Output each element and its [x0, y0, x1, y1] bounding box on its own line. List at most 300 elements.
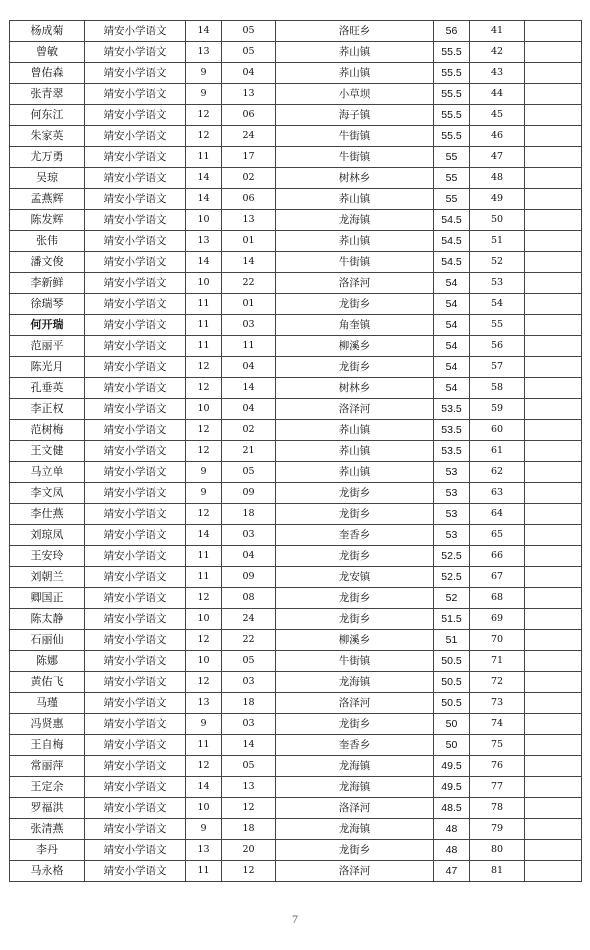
class-number-cell: 12 — [186, 105, 222, 126]
table-row — [10, 525, 582, 546]
score-cell: 52 — [434, 588, 470, 609]
name-cell: 常丽萍 — [10, 756, 85, 777]
score-cell: 53 — [434, 525, 470, 546]
name-cell: 孔垂英 — [10, 378, 85, 399]
seat-number-cell: 01 — [222, 231, 276, 252]
name-cell: 曾敏 — [10, 42, 85, 63]
name-cell: 石丽仙 — [10, 630, 85, 651]
name-cell: 王文健 — [10, 441, 85, 462]
rank-cell: 46 — [470, 126, 525, 147]
subject-cell: 靖安小学语文 — [85, 231, 186, 252]
name-cell: 尤万勇 — [10, 147, 85, 168]
name-cell: 罗福洪 — [10, 798, 85, 819]
class-number-cell: 11 — [186, 336, 222, 357]
subject-cell: 靖安小学语文 — [85, 714, 186, 735]
table-row — [10, 126, 582, 147]
class-number-cell: 12 — [186, 504, 222, 525]
rank-cell: 44 — [470, 84, 525, 105]
subject-cell: 靖安小学语文 — [85, 546, 186, 567]
name-cell: 张青翠 — [10, 84, 85, 105]
class-number-cell: 9 — [186, 483, 222, 504]
note-cell — [525, 798, 582, 819]
town-cell: 树林乡 — [276, 378, 434, 399]
rank-cell: 48 — [470, 168, 525, 189]
class-number-cell: 10 — [186, 651, 222, 672]
town-cell: 龙海镇 — [276, 756, 434, 777]
class-number-cell: 10 — [186, 609, 222, 630]
note-cell — [525, 294, 582, 315]
note-cell — [525, 63, 582, 84]
table-row — [10, 357, 582, 378]
seat-number-cell: 18 — [222, 693, 276, 714]
rank-cell: 54 — [470, 294, 525, 315]
name-cell: 孟燕辉 — [10, 189, 85, 210]
rank-cell: 45 — [470, 105, 525, 126]
note-cell — [525, 588, 582, 609]
score-cell: 50.5 — [434, 651, 470, 672]
class-number-cell: 9 — [186, 714, 222, 735]
seat-number-cell: 24 — [222, 126, 276, 147]
note-cell — [525, 756, 582, 777]
rank-cell: 64 — [470, 504, 525, 525]
seat-number-cell: 04 — [222, 357, 276, 378]
town-cell: 荞山镇 — [276, 189, 434, 210]
seat-number-cell: 04 — [222, 546, 276, 567]
town-cell: 奎香乡 — [276, 525, 434, 546]
note-cell — [525, 147, 582, 168]
seat-number-cell: 03 — [222, 525, 276, 546]
name-cell: 张伟 — [10, 231, 85, 252]
subject-cell: 靖安小学语文 — [85, 693, 186, 714]
subject-cell: 靖安小学语文 — [85, 798, 186, 819]
score-cell: 50 — [434, 735, 470, 756]
class-number-cell: 11 — [186, 735, 222, 756]
name-cell: 朱家英 — [10, 126, 85, 147]
subject-cell: 靖安小学语文 — [85, 588, 186, 609]
class-number-cell: 9 — [186, 63, 222, 84]
name-cell: 刘琼凤 — [10, 525, 85, 546]
seat-number-cell: 22 — [222, 273, 276, 294]
rank-cell: 47 — [470, 147, 525, 168]
seat-number-cell: 05 — [222, 651, 276, 672]
class-number-cell: 12 — [186, 378, 222, 399]
seat-number-cell: 01 — [222, 294, 276, 315]
table-row — [10, 294, 582, 315]
subject-cell: 靖安小学语文 — [85, 651, 186, 672]
table-row — [10, 378, 582, 399]
seat-number-cell: 12 — [222, 798, 276, 819]
town-cell: 洛旺乡 — [276, 21, 434, 42]
table-row — [10, 609, 582, 630]
score-cell: 48 — [434, 840, 470, 861]
rank-cell: 42 — [470, 42, 525, 63]
score-cell: 54 — [434, 336, 470, 357]
table-row — [10, 861, 582, 882]
note-cell — [525, 483, 582, 504]
subject-cell: 靖安小学语文 — [85, 105, 186, 126]
town-cell: 龙街乡 — [276, 840, 434, 861]
town-cell: 柳溪乡 — [276, 630, 434, 651]
town-cell: 龙街乡 — [276, 609, 434, 630]
table-row — [10, 105, 582, 126]
subject-cell: 靖安小学语文 — [85, 441, 186, 462]
seat-number-cell: 03 — [222, 315, 276, 336]
note-cell — [525, 693, 582, 714]
note-cell — [525, 651, 582, 672]
name-cell: 李仕燕 — [10, 504, 85, 525]
note-cell — [525, 252, 582, 273]
class-number-cell: 13 — [186, 693, 222, 714]
score-cell: 50 — [434, 714, 470, 735]
class-number-cell: 12 — [186, 756, 222, 777]
table-row — [10, 315, 582, 336]
name-cell: 马立单 — [10, 462, 85, 483]
town-cell: 树林乡 — [276, 168, 434, 189]
class-number-cell: 12 — [186, 441, 222, 462]
seat-number-cell: 09 — [222, 567, 276, 588]
town-cell: 龙街乡 — [276, 504, 434, 525]
name-cell: 李丹 — [10, 840, 85, 861]
table-row — [10, 147, 582, 168]
rank-cell: 76 — [470, 756, 525, 777]
rank-cell: 69 — [470, 609, 525, 630]
town-cell: 牛街镇 — [276, 147, 434, 168]
note-cell — [525, 525, 582, 546]
seat-number-cell: 18 — [222, 819, 276, 840]
class-number-cell: 12 — [186, 672, 222, 693]
rank-cell: 67 — [470, 567, 525, 588]
seat-number-cell: 20 — [222, 840, 276, 861]
subject-cell: 靖安小学语文 — [85, 462, 186, 483]
score-cell: 55.5 — [434, 63, 470, 84]
table-row — [10, 63, 582, 84]
subject-cell: 靖安小学语文 — [85, 777, 186, 798]
seat-number-cell: 06 — [222, 189, 276, 210]
note-cell — [525, 42, 582, 63]
subject-cell: 靖安小学语文 — [85, 273, 186, 294]
subject-cell: 靖安小学语文 — [85, 630, 186, 651]
town-cell: 洛泽河 — [276, 273, 434, 294]
town-cell: 荞山镇 — [276, 462, 434, 483]
table-row — [10, 210, 582, 231]
seat-number-cell: 12 — [222, 861, 276, 882]
subject-cell: 靖安小学语文 — [85, 672, 186, 693]
town-cell: 龙海镇 — [276, 672, 434, 693]
name-cell: 范树梅 — [10, 420, 85, 441]
seat-number-cell: 21 — [222, 441, 276, 462]
town-cell: 龙街乡 — [276, 546, 434, 567]
score-cell: 52.5 — [434, 546, 470, 567]
score-cell: 52.5 — [434, 567, 470, 588]
class-number-cell: 10 — [186, 273, 222, 294]
class-number-cell: 9 — [186, 84, 222, 105]
name-cell: 曾佑森 — [10, 63, 85, 84]
class-number-cell: 14 — [186, 777, 222, 798]
name-cell: 陈发辉 — [10, 210, 85, 231]
score-cell: 54 — [434, 273, 470, 294]
rank-cell: 66 — [470, 546, 525, 567]
table-row — [10, 630, 582, 651]
rank-cell: 43 — [470, 63, 525, 84]
town-cell: 龙海镇 — [276, 819, 434, 840]
seat-number-cell: 08 — [222, 588, 276, 609]
score-cell: 54 — [434, 378, 470, 399]
note-cell — [525, 462, 582, 483]
subject-cell: 靖安小学语文 — [85, 756, 186, 777]
rank-cell: 60 — [470, 420, 525, 441]
results-table — [9, 20, 582, 882]
seat-number-cell: 14 — [222, 378, 276, 399]
seat-number-cell: 04 — [222, 63, 276, 84]
seat-number-cell: 17 — [222, 147, 276, 168]
score-cell: 47 — [434, 861, 470, 882]
score-cell: 55.5 — [434, 84, 470, 105]
subject-cell: 靖安小学语文 — [85, 609, 186, 630]
town-cell: 龙街乡 — [276, 714, 434, 735]
town-cell: 牛街镇 — [276, 126, 434, 147]
note-cell — [525, 819, 582, 840]
subject-cell: 靖安小学语文 — [85, 420, 186, 441]
name-cell: 冯贤惠 — [10, 714, 85, 735]
subject-cell: 靖安小学语文 — [85, 735, 186, 756]
score-cell: 53.5 — [434, 420, 470, 441]
rank-cell: 80 — [470, 840, 525, 861]
town-cell: 洛泽河 — [276, 693, 434, 714]
rank-cell: 71 — [470, 651, 525, 672]
subject-cell: 靖安小学语文 — [85, 357, 186, 378]
town-cell: 柳溪乡 — [276, 336, 434, 357]
score-cell: 51.5 — [434, 609, 470, 630]
class-number-cell: 12 — [186, 126, 222, 147]
note-cell — [525, 378, 582, 399]
seat-number-cell: 11 — [222, 336, 276, 357]
seat-number-cell: 24 — [222, 609, 276, 630]
note-cell — [525, 441, 582, 462]
name-cell: 吴琼 — [10, 168, 85, 189]
class-number-cell: 13 — [186, 42, 222, 63]
class-number-cell: 14 — [186, 168, 222, 189]
class-number-cell: 13 — [186, 840, 222, 861]
rank-cell: 51 — [470, 231, 525, 252]
seat-number-cell: 06 — [222, 105, 276, 126]
score-cell: 48.5 — [434, 798, 470, 819]
name-cell: 陈太静 — [10, 609, 85, 630]
name-cell: 范丽平 — [10, 336, 85, 357]
class-number-cell: 11 — [186, 567, 222, 588]
seat-number-cell: 14 — [222, 252, 276, 273]
subject-cell: 靖安小学语文 — [85, 126, 186, 147]
town-cell: 荞山镇 — [276, 231, 434, 252]
name-cell: 李正权 — [10, 399, 85, 420]
note-cell — [525, 105, 582, 126]
note-cell — [525, 126, 582, 147]
note-cell — [525, 630, 582, 651]
note-cell — [525, 210, 582, 231]
table-row — [10, 819, 582, 840]
name-cell: 何东江 — [10, 105, 85, 126]
table-row — [10, 483, 582, 504]
name-cell: 刘朝兰 — [10, 567, 85, 588]
score-cell: 50.5 — [434, 672, 470, 693]
score-cell: 55.5 — [434, 126, 470, 147]
note-cell — [525, 861, 582, 882]
table-row — [10, 840, 582, 861]
score-cell: 49.5 — [434, 756, 470, 777]
rank-cell: 56 — [470, 336, 525, 357]
class-number-cell: 14 — [186, 189, 222, 210]
rank-cell: 58 — [470, 378, 525, 399]
note-cell — [525, 672, 582, 693]
subject-cell: 靖安小学语文 — [85, 315, 186, 336]
table-row — [10, 420, 582, 441]
rank-cell: 57 — [470, 357, 525, 378]
seat-number-cell: 02 — [222, 168, 276, 189]
seat-number-cell: 22 — [222, 630, 276, 651]
town-cell: 荞山镇 — [276, 42, 434, 63]
town-cell: 荞山镇 — [276, 441, 434, 462]
name-cell: 王定余 — [10, 777, 85, 798]
score-cell: 55 — [434, 189, 470, 210]
note-cell — [525, 567, 582, 588]
subject-cell: 靖安小学语文 — [85, 84, 186, 105]
class-number-cell: 11 — [186, 294, 222, 315]
score-cell: 53 — [434, 483, 470, 504]
score-cell: 53.5 — [434, 399, 470, 420]
score-cell: 55.5 — [434, 42, 470, 63]
subject-cell: 靖安小学语文 — [85, 483, 186, 504]
seat-number-cell: 13 — [222, 84, 276, 105]
score-cell: 54 — [434, 315, 470, 336]
subject-cell: 靖安小学语文 — [85, 210, 186, 231]
town-cell: 龙街乡 — [276, 588, 434, 609]
rank-cell: 55 — [470, 315, 525, 336]
score-cell: 53 — [434, 462, 470, 483]
town-cell: 龙街乡 — [276, 357, 434, 378]
subject-cell: 靖安小学语文 — [85, 378, 186, 399]
table-row — [10, 273, 582, 294]
class-number-cell: 10 — [186, 399, 222, 420]
rank-cell: 59 — [470, 399, 525, 420]
note-cell — [525, 714, 582, 735]
class-number-cell: 11 — [186, 315, 222, 336]
note-cell — [525, 609, 582, 630]
seat-number-cell: 04 — [222, 399, 276, 420]
rank-cell: 78 — [470, 798, 525, 819]
table-row — [10, 441, 582, 462]
class-number-cell: 12 — [186, 630, 222, 651]
seat-number-cell: 05 — [222, 756, 276, 777]
town-cell: 小草坝 — [276, 84, 434, 105]
rank-cell: 68 — [470, 588, 525, 609]
table-row — [10, 756, 582, 777]
seat-number-cell: 14 — [222, 735, 276, 756]
score-cell: 54.5 — [434, 231, 470, 252]
class-number-cell: 11 — [186, 147, 222, 168]
table-row — [10, 567, 582, 588]
town-cell: 牛街镇 — [276, 252, 434, 273]
note-cell — [525, 336, 582, 357]
name-cell: 王安玲 — [10, 546, 85, 567]
table-row — [10, 168, 582, 189]
class-number-cell: 12 — [186, 588, 222, 609]
rank-cell: 53 — [470, 273, 525, 294]
table-row — [10, 21, 582, 42]
seat-number-cell: 13 — [222, 777, 276, 798]
note-cell — [525, 21, 582, 42]
subject-cell: 靖安小学语文 — [85, 840, 186, 861]
note-cell — [525, 168, 582, 189]
table-row — [10, 231, 582, 252]
town-cell: 洛泽河 — [276, 399, 434, 420]
town-cell: 奎香乡 — [276, 735, 434, 756]
name-cell: 何开瑞 — [10, 315, 85, 336]
note-cell — [525, 315, 582, 336]
note-cell — [525, 735, 582, 756]
subject-cell: 靖安小学语文 — [85, 189, 186, 210]
note-cell — [525, 273, 582, 294]
table-row — [10, 777, 582, 798]
score-cell: 49.5 — [434, 777, 470, 798]
table-row — [10, 735, 582, 756]
name-cell: 马瑾 — [10, 693, 85, 714]
class-number-cell: 14 — [186, 525, 222, 546]
note-cell — [525, 777, 582, 798]
score-cell: 50.5 — [434, 693, 470, 714]
seat-number-cell: 02 — [222, 420, 276, 441]
table-row — [10, 651, 582, 672]
note-cell — [525, 189, 582, 210]
rank-cell: 72 — [470, 672, 525, 693]
table-row — [10, 189, 582, 210]
score-cell: 54.5 — [434, 210, 470, 231]
note-cell — [525, 357, 582, 378]
note-cell — [525, 84, 582, 105]
subject-cell: 靖安小学语文 — [85, 252, 186, 273]
score-cell: 54 — [434, 357, 470, 378]
table-row — [10, 672, 582, 693]
town-cell: 洛泽河 — [276, 861, 434, 882]
town-cell: 荞山镇 — [276, 63, 434, 84]
subject-cell: 靖安小学语文 — [85, 168, 186, 189]
rank-cell: 65 — [470, 525, 525, 546]
rank-cell: 79 — [470, 819, 525, 840]
score-cell: 54.5 — [434, 252, 470, 273]
score-cell: 55 — [434, 168, 470, 189]
town-cell: 洛泽河 — [276, 798, 434, 819]
name-cell: 李新鲜 — [10, 273, 85, 294]
table-row — [10, 336, 582, 357]
name-cell: 张清燕 — [10, 819, 85, 840]
seat-number-cell: 05 — [222, 21, 276, 42]
subject-cell: 靖安小学语文 — [85, 336, 186, 357]
note-cell — [525, 399, 582, 420]
table-row — [10, 252, 582, 273]
town-cell: 荞山镇 — [276, 420, 434, 441]
table-row — [10, 546, 582, 567]
seat-number-cell: 03 — [222, 714, 276, 735]
note-cell — [525, 420, 582, 441]
name-cell: 王自梅 — [10, 735, 85, 756]
rank-cell: 63 — [470, 483, 525, 504]
name-cell: 李文凤 — [10, 483, 85, 504]
subject-cell: 靖安小学语文 — [85, 861, 186, 882]
page-number: 7 — [292, 912, 298, 926]
table-row — [10, 84, 582, 105]
table-body — [10, 21, 582, 882]
class-number-cell: 12 — [186, 357, 222, 378]
seat-number-cell: 05 — [222, 462, 276, 483]
subject-cell: 靖安小学语文 — [85, 147, 186, 168]
